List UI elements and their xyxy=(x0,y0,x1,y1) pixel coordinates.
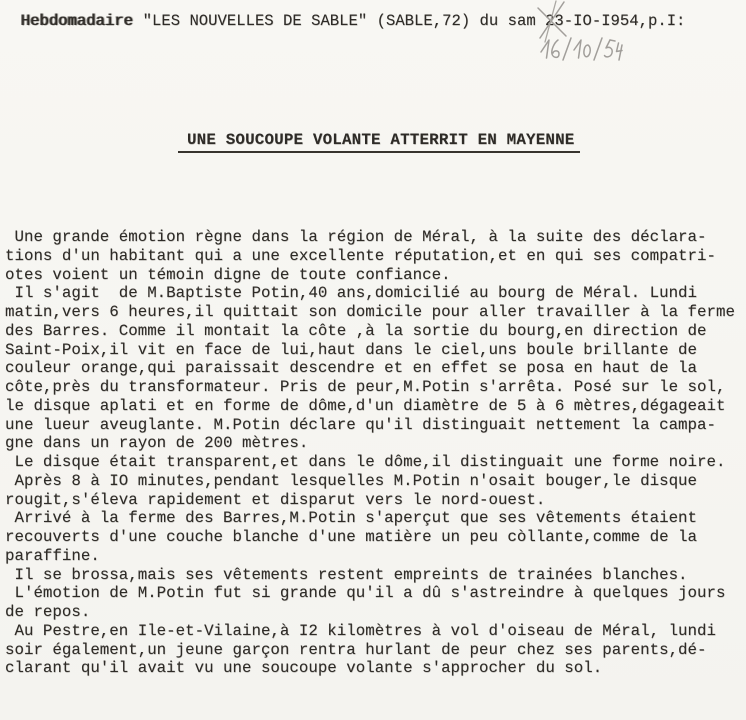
header-prefix: Hebdomadaire xyxy=(21,12,134,30)
body-line: le disque aplati et en forme de dôme,d'un diamètre de 5 à 6 mètres,dégageait xyxy=(5,396,726,415)
body-line: Après 8 à IO minutes,pendant lesquelles M.Potin n'osait bouger,le disque xyxy=(5,471,698,490)
header-main: "LES NOUVELLES DE SABLE" (SABLE,72) du sam xyxy=(133,12,546,30)
header-suffix: -IO-I954,p.I: xyxy=(563,12,686,30)
body-line: gne dans un rayon de 200 mètres. xyxy=(5,434,309,453)
body-line: des Barres. Comme il montait la côte ,à la sortie du bourg,en direction de xyxy=(5,321,707,340)
body-line: une lueur aveuglante. M.Potin déclare qu'il distinguait nettement la campa- xyxy=(5,415,716,434)
body-line: couleur orange,qui paraissait descendre et en effet se posa en haut de la xyxy=(5,359,698,378)
body-line: matin,vers 6 heures,il quittait son domicile pour aller travailler à la ferme xyxy=(5,303,735,321)
handwritten-date-annotation xyxy=(540,37,624,63)
body-line: Il s'agit de M.Baptiste Potin,40 ans,domicilié au bourg de Méral. Lundi xyxy=(5,284,698,303)
body-line: Une grande émotion règne dans la région de Méral, à la suite des déclara- xyxy=(5,228,707,246)
article-title-row xyxy=(0,131,746,153)
body-line: Saint-Poix,il vit en face de lui,haut dans le ciel,uns boule brillante de xyxy=(5,340,698,359)
body-line: Le disque était transparent,et dans le dôme,il distinguait une forme noire. xyxy=(5,453,726,471)
body-line: paraffine. xyxy=(5,546,100,565)
body-line: soir également,un jeune garçon rentra hurlant de peur chez ses parents,dé- xyxy=(5,640,707,659)
publication-header xyxy=(21,12,685,31)
body-line: Arrivé à la ferme des Barres,M.Potin s'aperçut que ses vêtements étaient xyxy=(5,509,698,528)
article-body xyxy=(5,228,744,678)
body-line: de repos. xyxy=(5,603,91,621)
crossed-out-date: 23 xyxy=(545,12,564,30)
body-line: Il se brossa,mais ses vêtements restent empreints de trainées blanches. xyxy=(5,565,688,584)
body-line: côte,près du transformateur. Pris de peur,M.Potin s'arrêta. Posé sur le sol, xyxy=(5,378,726,396)
body-line: Au Pestre,en Ile-et-Vilaine,à I2 kilomètres à vol d'oiseau de Méral, lundi xyxy=(5,621,716,640)
body-line: rougit,s'éleva rapidement et disparut vers le nord-ouest. xyxy=(5,490,546,509)
body-line: otes voient un témoin digne de toute confiance. xyxy=(5,265,451,284)
article-title: UNE SOUCOUPE VOLANTE ATTERRIT EN MAYENNE xyxy=(178,131,580,153)
body-line: recouverts d'une couche blanche d'une matière un peu còllante,comme de la xyxy=(5,528,698,546)
body-line: clarant qu'il avait vu une soucoupe volante s'approcher du sol. xyxy=(5,659,603,678)
body-line: tions d'un habitant qui a une excellente réputation,et en qui ses compatri- xyxy=(5,246,716,265)
body-line: L'émotion de M.Potin fut si grande qu'il a dû s'astreindre à quelques jours xyxy=(5,584,726,603)
